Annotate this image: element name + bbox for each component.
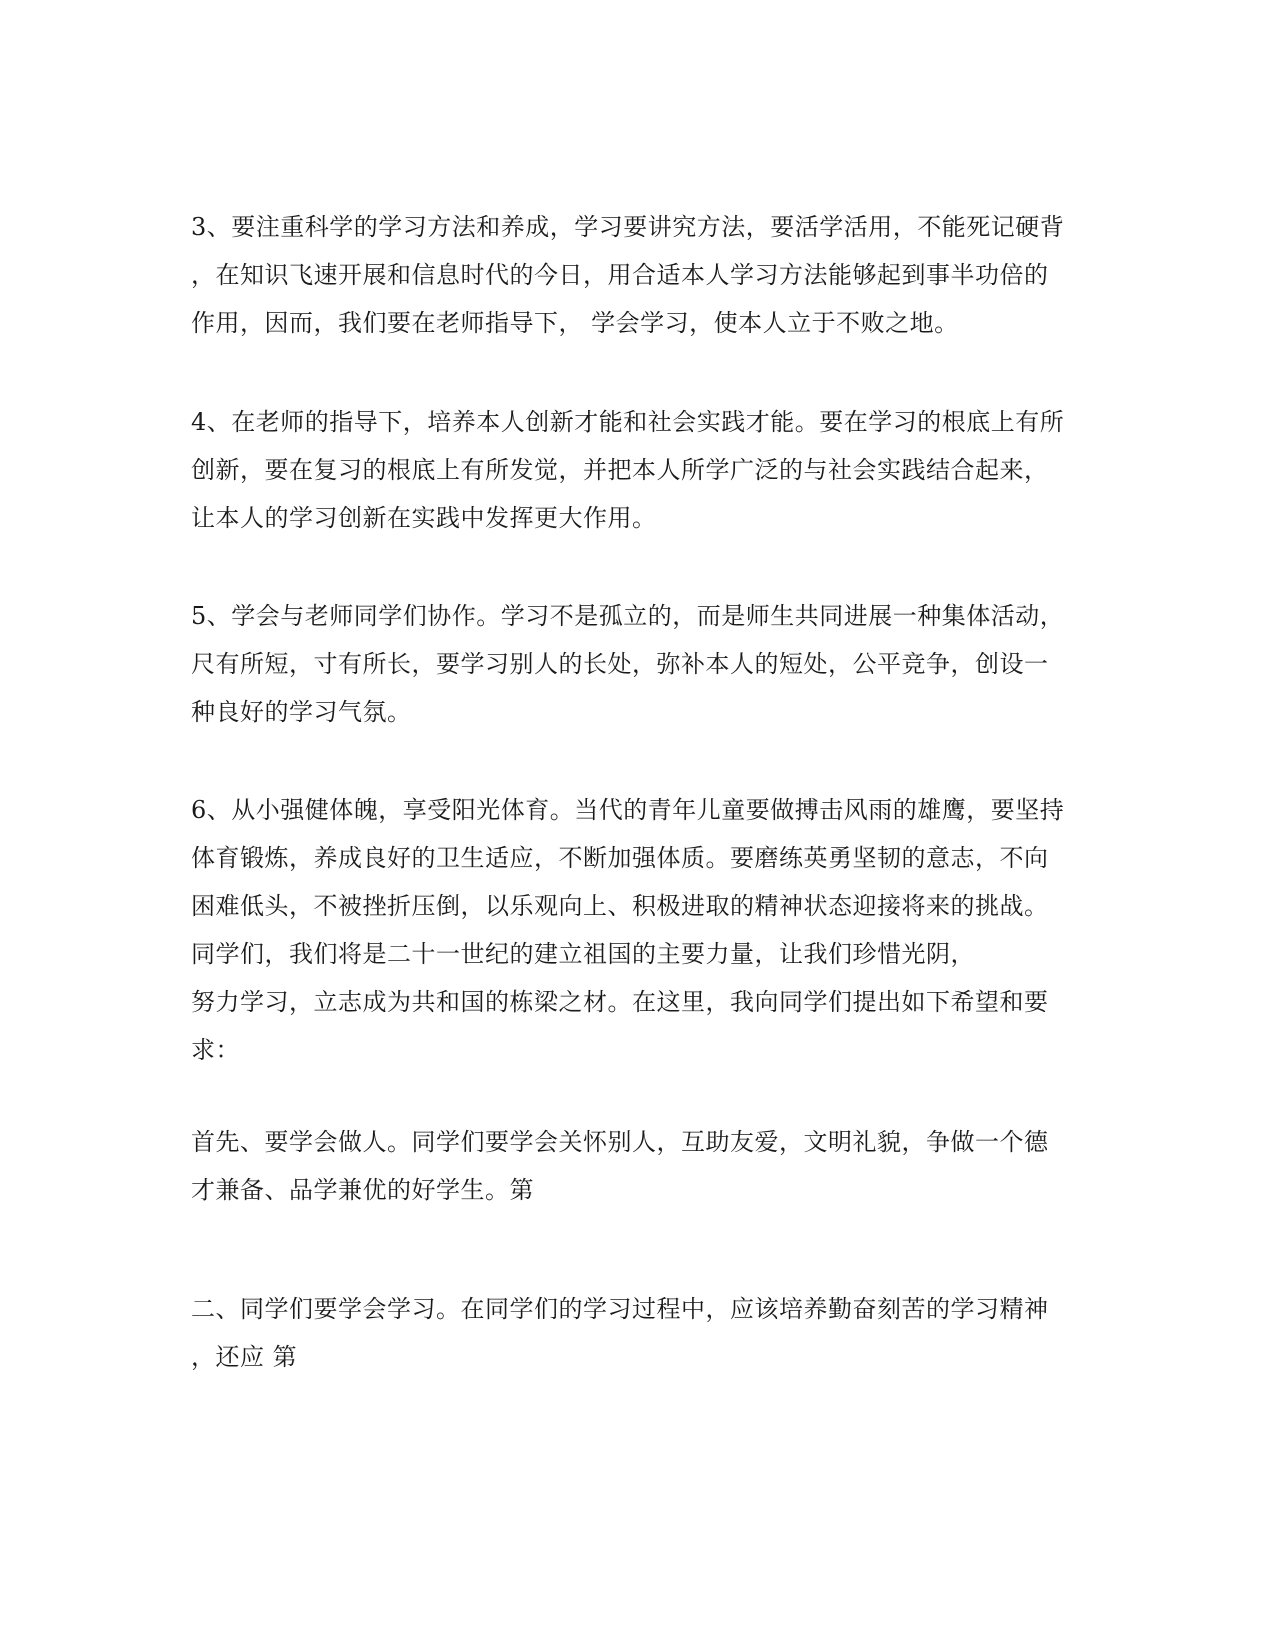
text-line: 4、在老师的指导下，培养本人创新才能和社会实践才能。要在学习的根底上有所 [191,408,1065,436]
text-line: 努力学习，立志成为共和国的栋梁之材。在这里，我向同学们提出如下希望和要 [191,988,1049,1016]
text-line: ，还应 第 [191,1343,298,1371]
text-line: 3、要注重科学的学习方法和养成，学习要讲究方法，要活学活用，不能死记硬背 [191,213,1065,241]
text-line: 创新，要在复习的根底上有所发觉，并把本人所学广泛的与社会实践结合起来， [191,456,1049,484]
text-line: 二、同学们要学会学习。在同学们的学习过程中，应该培养勤奋刻苦的学习精神 [191,1295,1049,1323]
text-line: 作用，因而，我们要在老师指导下， 学会学习，使本人立于不败之地。 [191,309,959,337]
paragraph-item-4 [191,398,1091,542]
text-line: 种良好的学习气氛。 [191,698,412,726]
text-line: 体育锻炼，养成良好的卫生适应，不断加强体质。要磨练英勇坚韧的意志，不向 [191,844,1049,872]
text-line: 同学们，我们将是二十一世纪的建立祖国的主要力量，让我们珍惜光阴， [191,940,975,968]
paragraph-second-point [191,1285,1091,1381]
text-line: 求： [191,1036,240,1064]
paragraph-item-5 [191,592,1091,736]
text-line: 6、从小强健体魄，享受阳光体育。当代的青年儿童要做搏击风雨的雄鹰，要坚持 [191,796,1065,824]
text-line: 5、学会与老师同学们协作。学习不是孤立的，而是师生共同进展一种集体活动， [191,602,1065,630]
text-line: 困难低头，不被挫折压倒，以乐观向上、积极进取的精神状态迎接将来的挑战。 [191,892,1049,920]
text-line: 首先、要学会做人。同学们要学会关怀别人，互助友爱，文明礼貌，争做一个德 [191,1128,1049,1156]
text-line: 让本人的学习创新在实践中发挥更大作用。 [191,504,657,532]
paragraph-item-3 [191,203,1091,347]
paragraph-first-point [191,1118,1091,1214]
text-line: ，在知识飞速开展和信息时代的今日，用合适本人学习方法能够起到事半功倍的 [191,261,1049,289]
paragraph-item-6 [191,786,1091,1074]
text-line: 才兼备、品学兼优的好学生。第 [191,1176,534,1204]
text-line: 尺有所短，寸有所长，要学习别人的长处，弥补本人的短处，公平竞争，创设一 [191,650,1049,678]
